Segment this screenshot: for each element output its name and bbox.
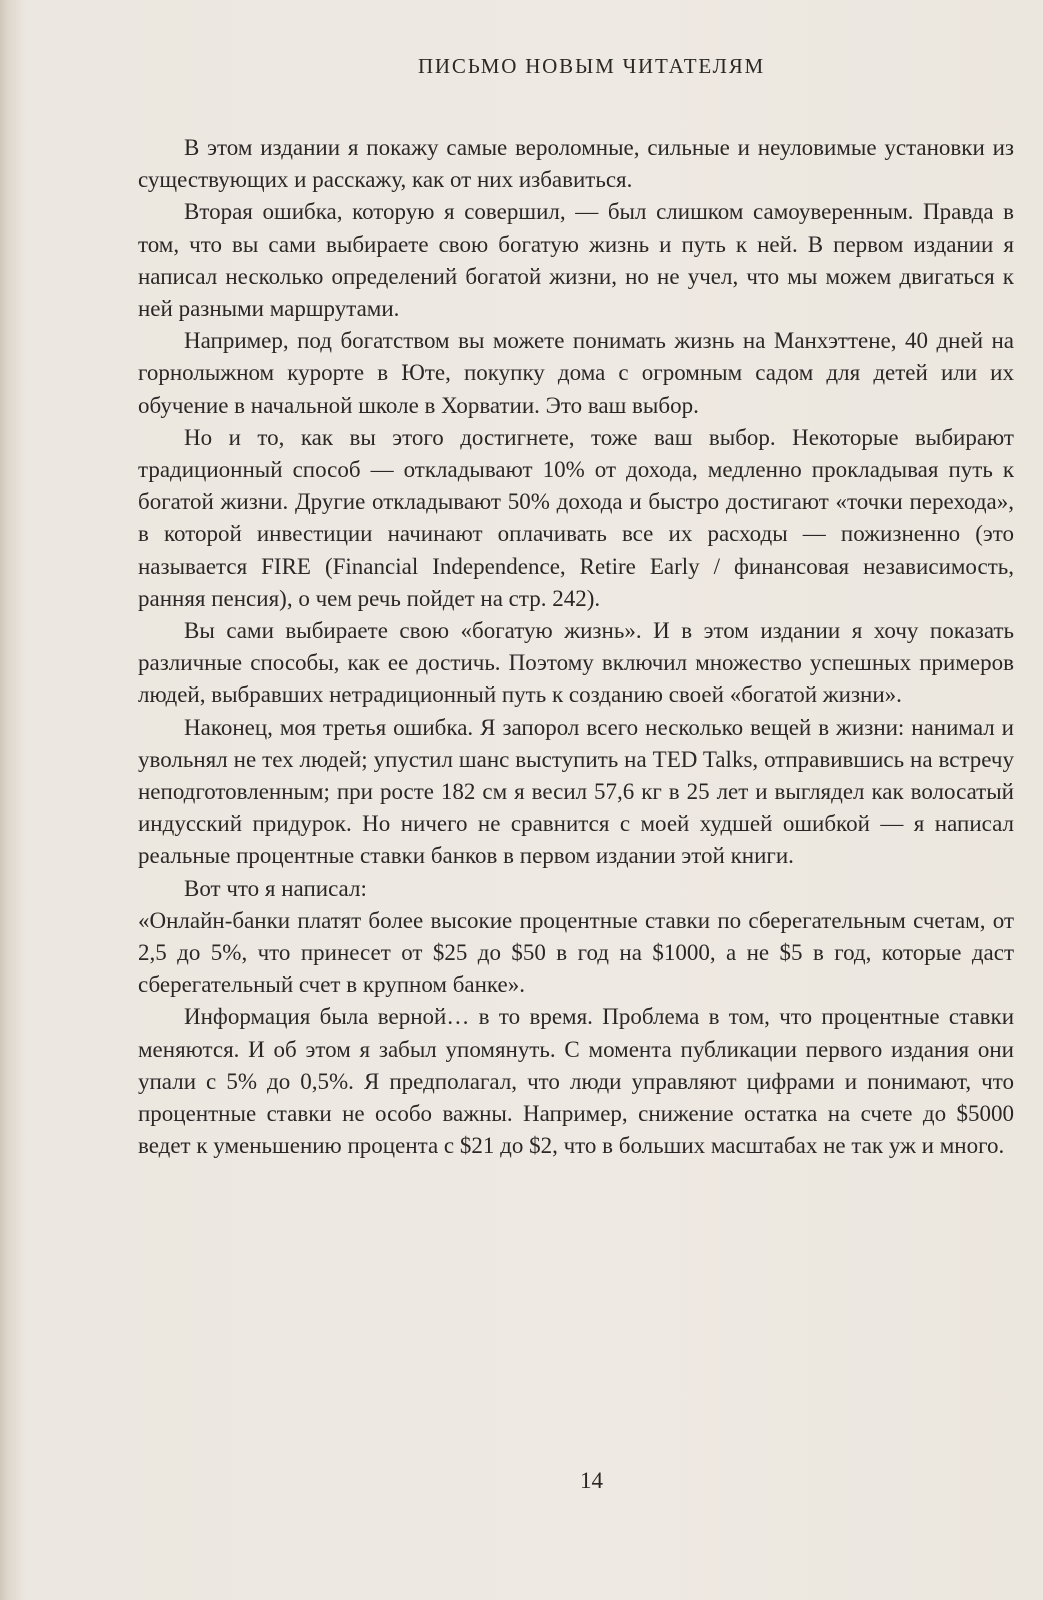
quote-paragraph: «Онлайн-банки платят более высокие процентные ставки по сберегательным счетам, от 2,5 до 5%, что принесет от $25 до $50 в год на $1000, а не $5 в год, которые даст сберегательный счет в крупном банке». — [138, 907, 1014, 998]
paragraph: Но и то, как вы этого достигнете, тоже ваш выбор. Некоторые выбирают традиционный способ — откладывают 10% от дохода, медленно прокладывая путь к богатой жизни. Другие откладывают 50% дохода и быстро достигают «точки перехода», в которой инвестиции начинают оплачивать все их расходы — пожизненно (это называется FIRE (Financial Independence, Retire Early / финансовая независимость, ранняя пенсия), о чем речь пойдет на стр. 242). — [138, 424, 1014, 611]
paragraph: Вторая ошибка, которую я совершил, — был слишком самоуверенным. Правда в том, что вы сами выбираете свою богатую жизнь и путь к ней. В первом издании я написал несколько определений богатой жизни, но не учел, что мы можем двигаться к ней разными маршрутами. — [138, 199, 1014, 322]
running-title: ПИСЬМО НОВЫМ ЧИТАТЕЛЯМ — [417, 54, 766, 78]
body-text — [138, 132, 1014, 1163]
paragraph: В этом издании я покажу самые вероломные, сильные и неуловимые установки из существующих и расскажу, как от них избавиться. — [138, 135, 1014, 193]
paragraph: Вот что я написал: — [184, 875, 367, 901]
page-number: 14 — [580, 1468, 603, 1493]
paragraph: Наконец, моя третья ошибка. Я запорол всего несколько вещей в жизни: нанимал и увольнял не тех людей; упустил шанс выступить на TED Talks, отправившись на встречу неподготовленным; при росте 182 см я весил 57,6 кг в 25 лет и выглядел как волосатый индусский придурок. Но ничего не сравнится с моей худшей ошибкой — я написал реальные процентные ставки банков в первом издании этой книги. — [138, 714, 1014, 869]
paragraph: Вы сами выбираете свою «богатую жизнь». И в этом издании я хочу показать различные способы, как ее достичь. Поэтому включил множество успешных примеров людей, выбравших нетрадиционный путь к созданию своей «богатой жизни». — [138, 618, 1014, 708]
paragraph: Например, под богатством вы можете понимать жизнь на Манхэттене, 40 дней на горнолыжном курорте в Юте, покупку дома с огромным садом для детей или их обучение в начальной школе в Хорватии. Это ваш выбор. — [138, 328, 1014, 418]
paragraph: Информация была верной… в то время. Проблема в том, что процентные ставки меняются. И об этом я забыл упомянуть. С момента публикации первого издания они упали с 5% до 0,5%. Я предполагал, что люди управляют цифрами и понимают, что процентные ставки не особо важны. Например, снижение остатка на счете до $5000 ведет к уменьшению процента с $21 до $2, что в больших масштабах не так уж и много. — [138, 1004, 1014, 1159]
